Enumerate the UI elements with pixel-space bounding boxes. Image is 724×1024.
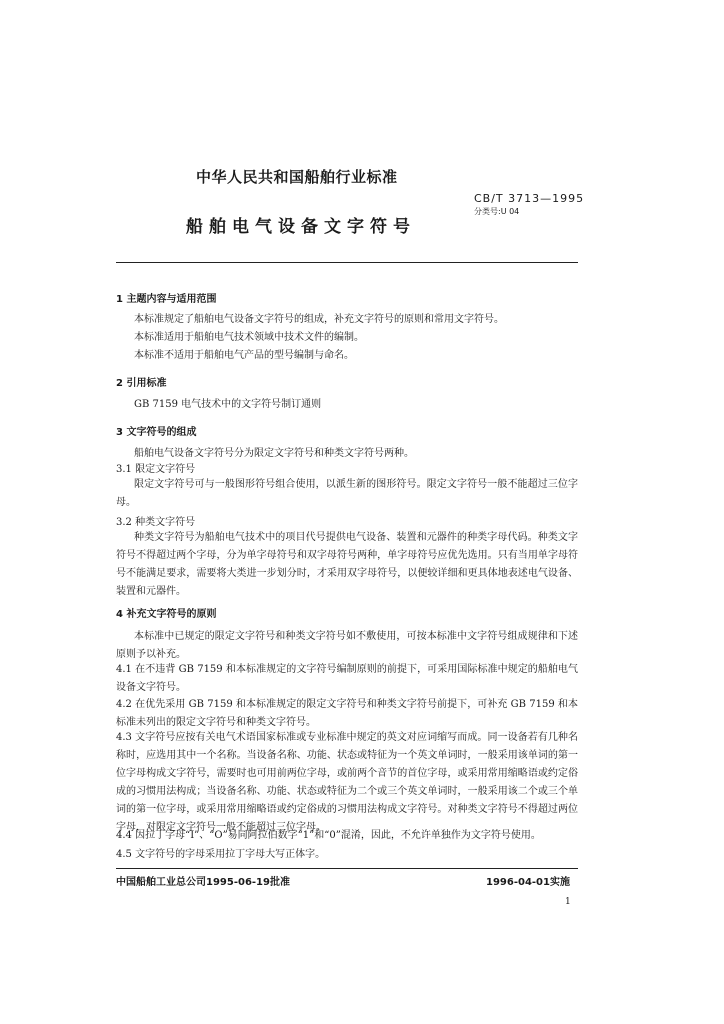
section-1-paragraph: 本标准适用于船舶电气技术领域中技术文件的编制。 [134, 332, 364, 343]
section-1-heading: 1 主题内容与适用范围 [116, 294, 217, 305]
document-title: 船舶电气设备文字符号 [186, 217, 416, 237]
section-2-heading: 2 引用标准 [116, 378, 167, 389]
section-2-paragraph: GB 7159 电气技术中的文字符号制订通则 [134, 399, 322, 410]
standard-number: CB/T 3713—1995 [474, 192, 585, 205]
subsection-3-1-heading: 3.1 限定文字符号 [116, 464, 196, 475]
clause-4-5: 4.5 文字符号的字母采用拉丁字母大写正体字。 [116, 849, 326, 860]
section-4-heading: 4 补充文字符号的原则 [116, 609, 217, 620]
approval-date: 中国船舶工业总公司1995-06-19批准 [116, 877, 290, 888]
clause-4-1: 4.1 在不违背 GB 7159 和本标准规定的文字符号编制原则的前提下，可采用国际标准中规定的船舶电气设备文字符号。 [116, 664, 578, 693]
issuing-body: 中华人民共和国船舶行业标准 [196, 168, 398, 186]
section-3-heading: 3 文字符号的组成 [116, 427, 197, 438]
clause-4-3: 4.3 文字符号应按有关电气术语国家标准或专业标准中规定的英文对应词缩写而成。同一设备若有几种名称时，应选用其中一个名称。当设备名称、功能、状态或特征为一个英文单词时，一般采用该单词的第一位字母构成文字符号，需要时也可用前两位字母，或前两个音节的首位字母，或采用常用缩略语或约定俗成的习惯用法构成；当设备名称、功能、状态或特征为二个或三个英文单词时，一般采用该二个或三个单词的第一位字母，或采用常用缩略语或约定俗成的习惯用法构成文字符号。对种类文字符号不得超过两位字母，对限定文字符号一般不能超过三位字母。 [116, 732, 578, 833]
subsection-3-2-heading: 3.2 种类文字符号 [116, 517, 196, 528]
clause-4-2: 4.2 在优先采用 GB 7159 和本标准规定的限定文字符号和种类文字符号前提下，可补充 GB 7159 和本标准未列出的限定文字符号和种类文字符号。 [116, 699, 578, 728]
implementation-date: 1996-04-01实施 [486, 877, 570, 888]
footer-divider [116, 868, 578, 869]
section-3-paragraph: 船舶电气设备文字符号分为限定文字符号和种类文字符号两种。 [134, 448, 414, 459]
section-1-paragraph: 本标准规定了船舶电气设备文字符号的组成，补充文字符号的原则和常用文字符号。 [134, 314, 504, 325]
header-divider [116, 262, 578, 263]
page-number: 1 [565, 897, 571, 907]
section-1-paragraph: 本标准不适用于船舶电气产品的型号编制与命名。 [134, 350, 354, 361]
section-4-paragraph: 本标准中已规定的限定文字符号和种类文字符号如不敷使用，可按本标准中文字符号组成规律和下述原则予以补充。 [116, 631, 578, 660]
subsection-3-2-paragraph: 种类文字符号为船舶电气技术中的项目代号提供电气设备、装置和元器件的种类字母代码。种类文字符号不得超过两个字母，分为单字母符号和双字母符号两种，单字母符号应优先选用。只有当用单字母符号不能满足要求，需要将大类进一步划分时，才采用双字母符号，以便较详细和更具体地表述电气设备、装置和元器件。 [116, 532, 578, 597]
classification-code: 分类号:U 04 [474, 207, 520, 216]
clause-4-4: 4.4 因拉丁字母“I”、“O”易同阿拉伯数字“1”和“0”混淆，因此，不允许单独作为文字符号使用。 [116, 830, 541, 841]
subsection-3-1-paragraph: 限定文字符号可与一般图形符号组合使用，以派生新的图形符号。限定文字符号一般不能超过三位字母。 [116, 479, 578, 508]
